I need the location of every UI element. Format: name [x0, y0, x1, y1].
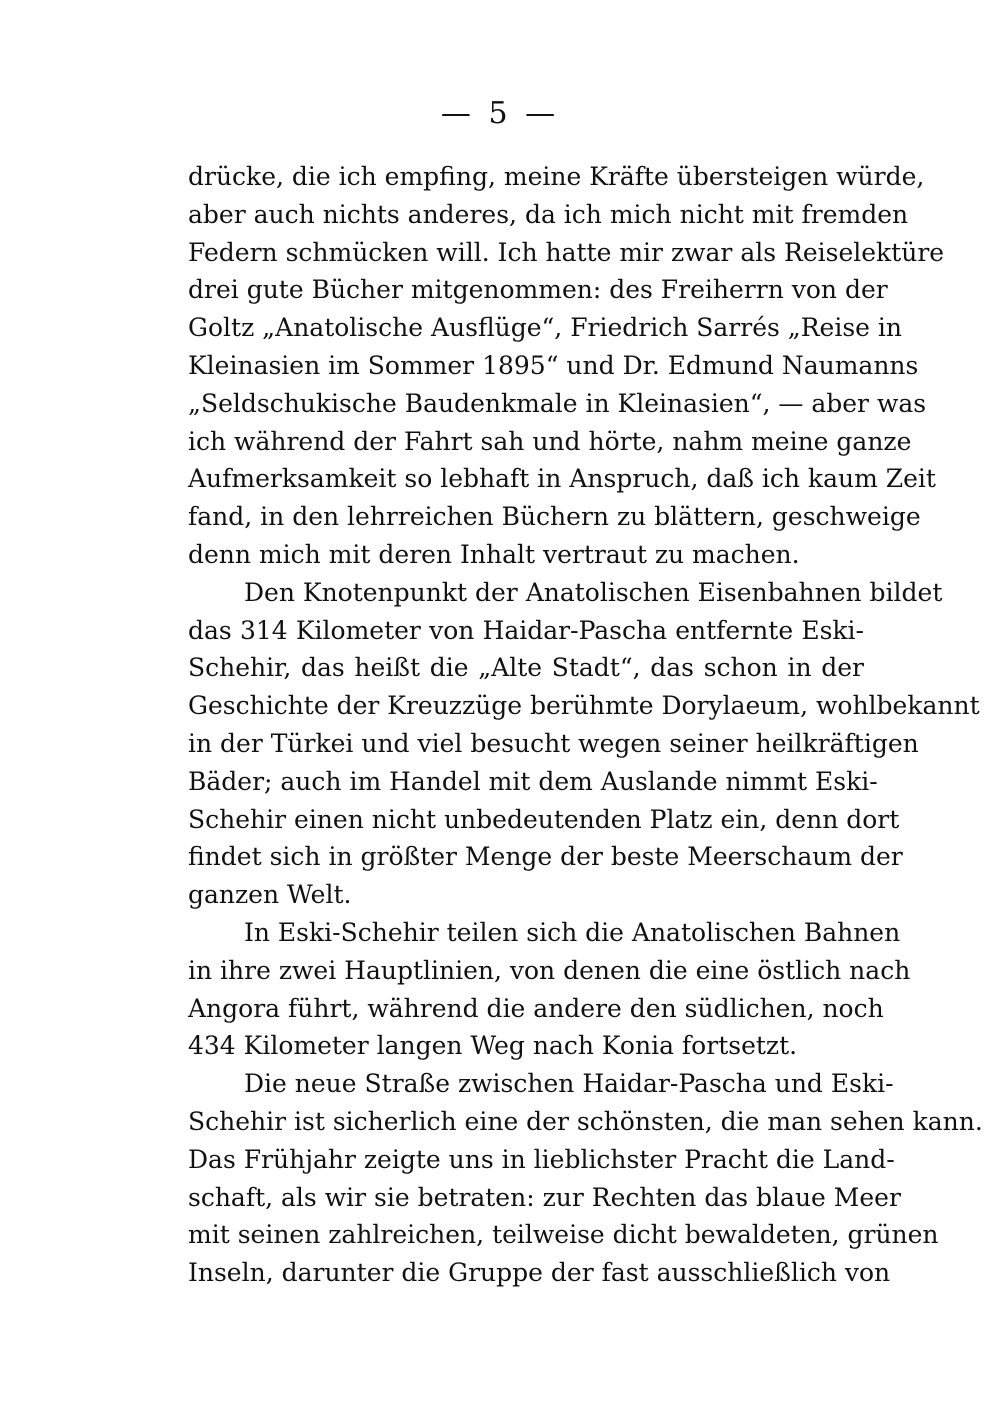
paragraph-end-line: denn mich mit deren Inhalt vertraut zu machen. — [188, 539, 800, 569]
text-line: Schehir einen nicht unbedeutenden Platz ein, denn dort — [188, 804, 900, 834]
text-line: das 314 Kilometer von Haidar-Pascha entfernte Eski- — [188, 615, 864, 645]
text-line: Das Frühjahr zeigte uns in lieblichster Pracht die Land- — [188, 1144, 895, 1174]
text-line: mit seinen zahlreichen, teilweise dicht bewaldeten, grünen — [188, 1220, 939, 1250]
text-line: Goltz „Anatolische Ausflüge“, Friedrich Sarrés „Reise in — [188, 313, 903, 343]
paragraph-end-line: 434 Kilometer langen Weg nach Konia fortsetzt. — [188, 1031, 798, 1061]
text-line: Geschichte der Kreuzzüge berühmte Dorylaeum, wohlbekannt — [188, 691, 980, 721]
text-line: fand, in den lehrreichen Büchern zu blättern, geschweige — [188, 502, 921, 532]
paragraph-start-line: Den Knotenpunkt der Anatolischen Eisenbahnen bildet — [244, 577, 943, 607]
text-line: drücke, die ich empfing, meine Kräfte übersteigen würde, — [188, 162, 925, 191]
text-line: drei gute Bücher mitgenommen: des Freiherrn von der — [188, 275, 888, 305]
text-line: Federn schmücken will. Ich hatte mir zwar als Reiselektüre — [188, 237, 945, 267]
body-text — [188, 158, 983, 1292]
text-line: aber auch nichts anderes, da ich mich nicht mit fremden — [188, 199, 909, 229]
page-number: — 5 — — [440, 96, 560, 131]
text-line: ich während der Fahrt sah und hörte, nahm meine ganze — [188, 426, 912, 456]
paragraph-start-line: In Eski-Schehir teilen sich die Anatolischen Bahnen — [244, 917, 901, 947]
text-line: in ihre zwei Hauptlinien, von denen die eine östlich nach — [188, 955, 911, 985]
text-line: Schehir ist sicherlich eine der schönsten, die man sehen kann. — [188, 1106, 983, 1136]
text-line: „Seldschukische Baudenkmale in Kleinasien“, — aber was — [188, 388, 927, 418]
paragraph-start-line: Die neue Straße zwischen Haidar-Pascha und Eski- — [244, 1069, 894, 1099]
text-line: Angora führt, während die andere den südlichen, noch — [188, 993, 884, 1023]
paragraph-end-line: ganzen Welt. — [188, 880, 352, 910]
text-line: in der Türkei und viel besucht wegen seiner heilkräftigen — [188, 728, 919, 758]
text-line: Aufmerksamkeit so lebhaft in Anspruch, daß ich kaum Zeit — [188, 464, 936, 494]
text-line: findet sich in größter Menge der beste Meerschaum der — [188, 842, 903, 872]
text-line: schaft, als wir sie betraten: zur Rechten das blaue Meer — [188, 1182, 901, 1212]
text-line: Inseln, darunter die Gruppe der fast ausschließlich von — [188, 1258, 891, 1288]
text-line: Schehir, das heißt die „Alte Stadt“, das schon in der — [188, 653, 864, 683]
text-line: Kleinasien im Sommer 1895“ und Dr. Edmund Naumanns — [188, 350, 919, 380]
text-line: Bäder; auch im Handel mit dem Auslande nimmt Eski- — [188, 766, 878, 796]
